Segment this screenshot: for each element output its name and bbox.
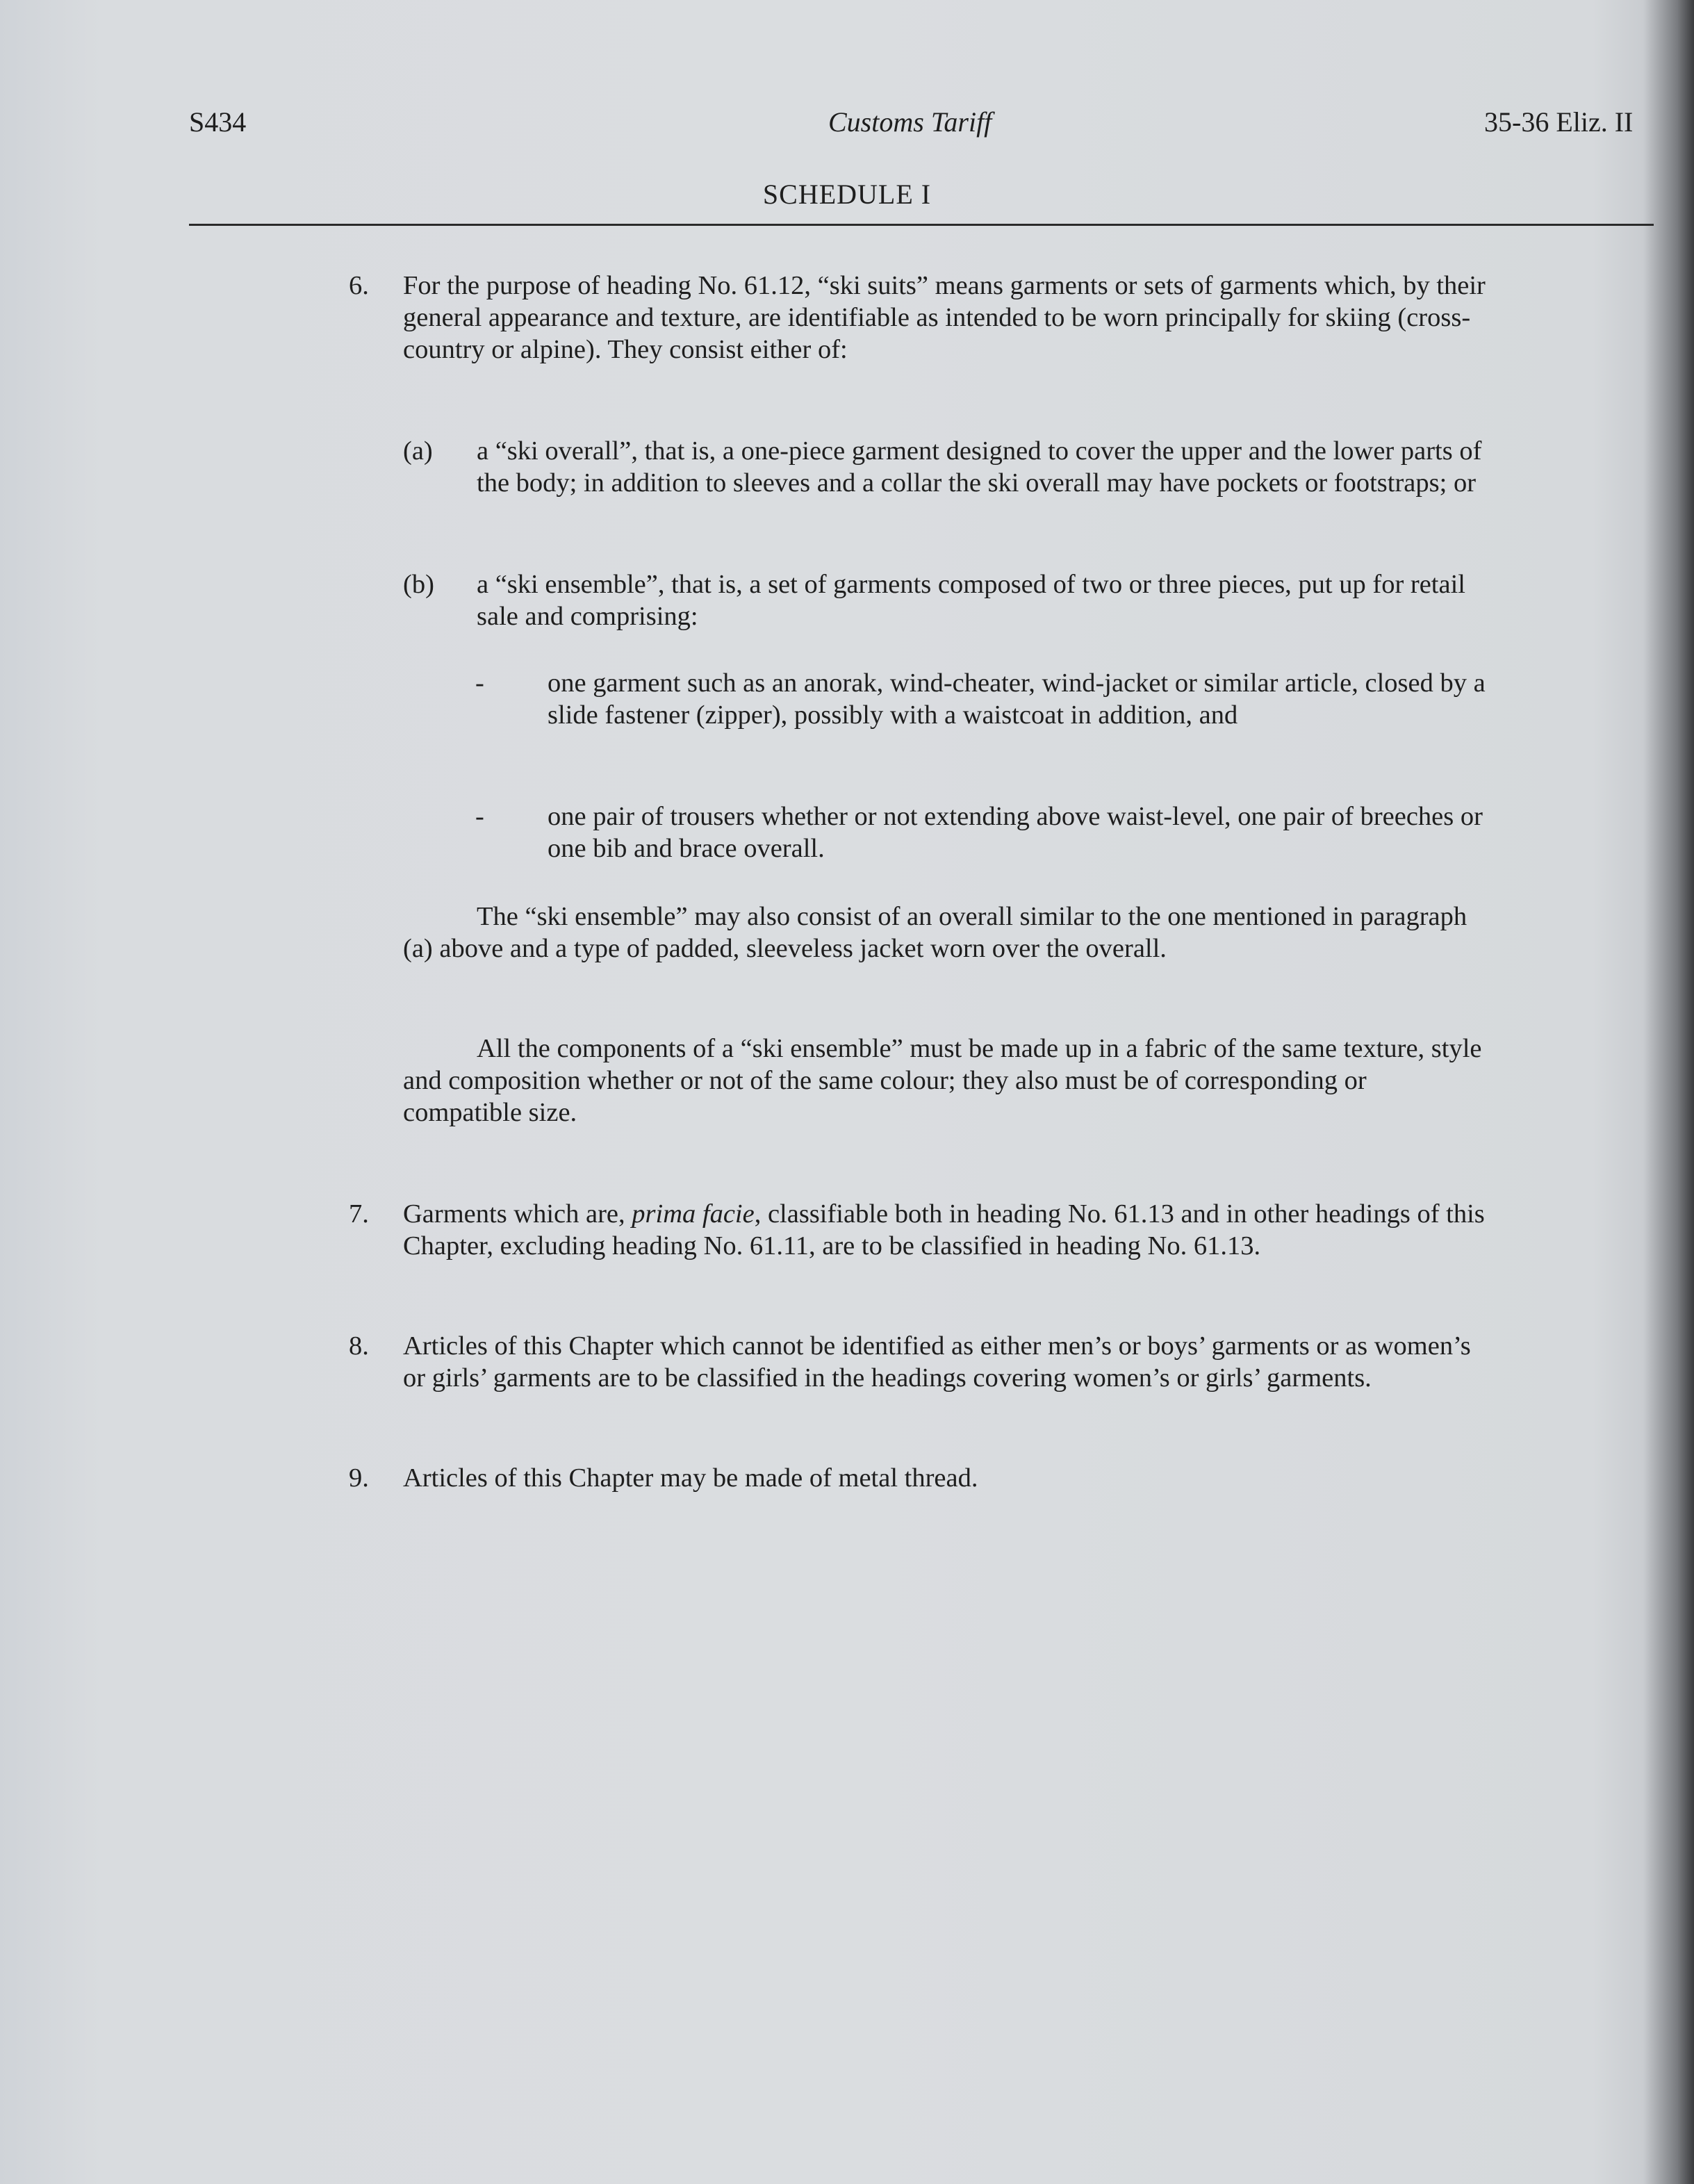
- dash-marker-2: -: [475, 802, 484, 831]
- note-7-text-end: , classifiable both in heading No. 61.13 and in other headings of this Chapter, excluding heading No. 61.11, are to be classified in heading No. 61.13.: [403, 1199, 1485, 1261]
- note-7-italic-term: prima facie: [632, 1199, 755, 1229]
- note-6-paragraph-2: All the components of a “ski ensemble” must be made up in a fabric of the same texture, style and composition whether or not of the same colour; they also must be of corresponding or compatible size.: [403, 1034, 1482, 1127]
- header-rule: [189, 224, 1654, 226]
- note-6b-label: (b): [403, 570, 434, 599]
- note-8-text: Articles of this Chapter which cannot be identified as either men’s or boys’ garments or as women’s or girls’ garments are to be classified in the headings covering women’s or girls’ garments.: [403, 1331, 1471, 1393]
- note-6b-item-2: one pair of trousers whether or not extending above waist-level, one pair of breeches or one bib and brace overall.: [548, 802, 1483, 863]
- note-7-number: 7.: [349, 1199, 369, 1229]
- note-7-text: [403, 1198, 1487, 1262]
- note-6b-item-1: one garment such as an anorak, wind-cheater, wind-jacket or similar article, closed by a slide fastener (zipper), possibly with a waistcoat in addition, and: [548, 668, 1486, 730]
- note-7-text-start: Garments which are,: [403, 1199, 632, 1229]
- running-title: Customs Tariff: [828, 106, 992, 138]
- note-6a-text: a “ski overall”, that is, a one-piece garment designed to cover the upper and the lower parts of the body; in addition to sleeves and a collar the ski overall may have pockets or footstraps; or: [477, 436, 1482, 498]
- note-6a-label: (a): [403, 436, 433, 466]
- note-6b-text: a “ski ensemble”, that is, a set of garments composed of two or three pieces, put up for retail sale and comprising:: [477, 570, 1465, 631]
- note-8-number: 8.: [349, 1331, 369, 1361]
- statute-reference: 35-36 Eliz. II: [1484, 106, 1634, 138]
- note-6-number: 6.: [349, 271, 369, 300]
- schedule-heading: SCHEDULE I: [762, 179, 932, 210]
- note-6-text: For the purpose of heading No. 61.12, “ski suits” means garments or sets of garments which, by their general appearance and texture, are identifiable as intended to be worn principally for skiing (cross-country or alpine). They consist either of:: [403, 271, 1486, 364]
- dash-marker-1: -: [475, 668, 484, 698]
- note-9-text: Articles of this Chapter may be made of metal thread.: [403, 1463, 978, 1493]
- note-6-paragraph-1: The “ski ensemble” may also consist of an overall similar to the one mentioned in paragraph (a) above and a type of padded, sleeveless jacket worn over the overall.: [403, 902, 1467, 963]
- page-number: S434: [189, 106, 247, 138]
- note-9-number: 9.: [349, 1463, 369, 1493]
